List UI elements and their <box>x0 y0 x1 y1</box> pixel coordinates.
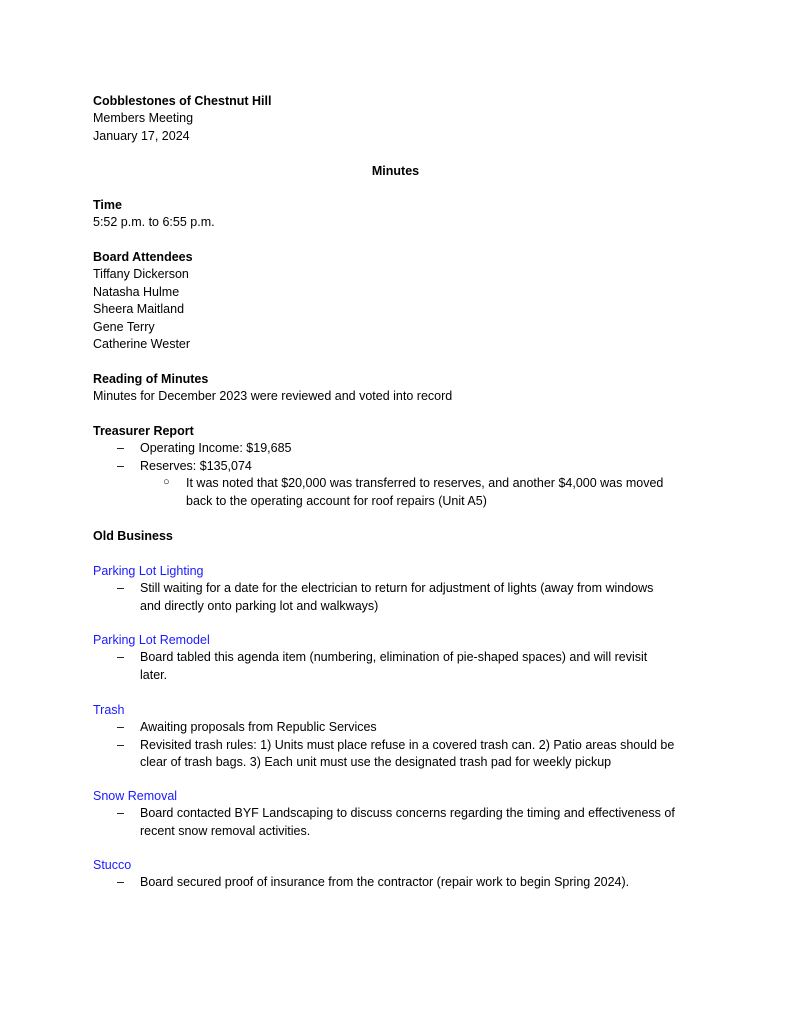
document-header <box>93 93 713 145</box>
dash-bullet: – <box>117 806 124 821</box>
stucco-title: Stucco <box>93 858 132 872</box>
parking-lot-remodel-title: Parking Lot Remodel <box>93 633 210 647</box>
attendee-name: Gene Terry <box>93 319 155 334</box>
snow-removal-section <box>93 788 713 840</box>
circle-bullet: ○ <box>163 476 170 489</box>
parking-lot-lighting-section <box>93 563 713 615</box>
reading-of-minutes-section <box>93 371 713 406</box>
reading-heading: Reading of Minutes <box>93 372 209 386</box>
stucco-list <box>93 874 713 891</box>
stucco-section <box>93 857 713 892</box>
list-item: – Board secured proof of insurance from the contractor (repair work to begin Spring 2024). <box>93 874 713 891</box>
parking-lot-remodel-section <box>93 632 713 684</box>
list-item: – Awaiting proposals from Republic Services <box>93 719 713 736</box>
snow-removal-list <box>93 805 713 840</box>
dash-bullet: – <box>117 720 124 735</box>
treasurer-sublist <box>93 475 713 510</box>
dash-bullet: – <box>117 875 124 890</box>
parking-lighting-list <box>93 580 713 615</box>
trash-section <box>93 702 713 772</box>
time-section <box>93 197 713 232</box>
board-attendees-heading: Board Attendees <box>93 250 193 264</box>
list-item: – Revisited trash rules: 1) Units must place refuse in a covered trash can. 2) Patio areas should be clear of trash bags. 3) Each unit must use the designated trash pad for weekly pickup <box>117 737 675 770</box>
attendee-name: Tiffany Dickerson <box>93 267 189 282</box>
attendee-name: Natasha Hulme <box>93 284 180 299</box>
old-business-heading: Old Business <box>93 529 173 543</box>
organization-name: Cobblestones of Chestnut Hill <box>93 94 272 108</box>
board-attendees-section <box>93 249 713 353</box>
treasurer-heading: Treasurer Report <box>93 424 194 438</box>
treasurer-list <box>93 440 713 475</box>
dash-bullet: – <box>117 458 124 473</box>
snow-removal-title: Snow Removal <box>93 789 178 803</box>
list-item: – Still waiting for a date for the electrician to return for adjustment of lights (away from windows and directly onto parking lot and walkways) <box>117 581 654 613</box>
treasurer-report-section <box>93 423 713 510</box>
time-heading: Time <box>93 198 122 212</box>
parking-remodel-list <box>93 649 713 684</box>
dash-bullet: – <box>117 581 124 596</box>
list-item: – Reserves: $135,074 <box>93 458 713 475</box>
attendee-name: Catherine Wester <box>93 337 191 352</box>
time-value: 5:52 p.m. to 6:55 p.m. <box>93 215 215 230</box>
attendee-name: Sheera Maitland <box>93 302 185 317</box>
trash-title: Trash <box>93 703 125 717</box>
list-item: – Board contacted BYF Landscaping to discuss concerns regarding the timing and effectiveness of recent snow removal activities. <box>117 806 675 838</box>
reading-text: Minutes for December 2023 were reviewed and voted into record <box>93 389 453 404</box>
meeting-type: Members Meeting <box>93 111 194 126</box>
old-business-section <box>93 528 713 545</box>
list-item: – Board tabled this agenda item (numbering, elimination of pie-shaped spaces) and will revisit later. <box>117 650 648 682</box>
dash-bullet: – <box>117 441 124 456</box>
document-title: Minutes <box>371 164 420 178</box>
dash-bullet: – <box>117 650 124 665</box>
list-item: – Operating Income: $19,685 <box>93 440 713 457</box>
parking-lot-lighting-title: Parking Lot Lighting <box>93 564 204 578</box>
meeting-date: January 17, 2024 <box>93 128 190 143</box>
dash-bullet: – <box>117 737 124 752</box>
trash-list <box>93 719 713 771</box>
sub-list-item: ○ It was noted that $20,000 was transferred to reserves, and another $4,000 was moved back to the operating account for roof repairs (Unit A5) <box>163 476 664 508</box>
